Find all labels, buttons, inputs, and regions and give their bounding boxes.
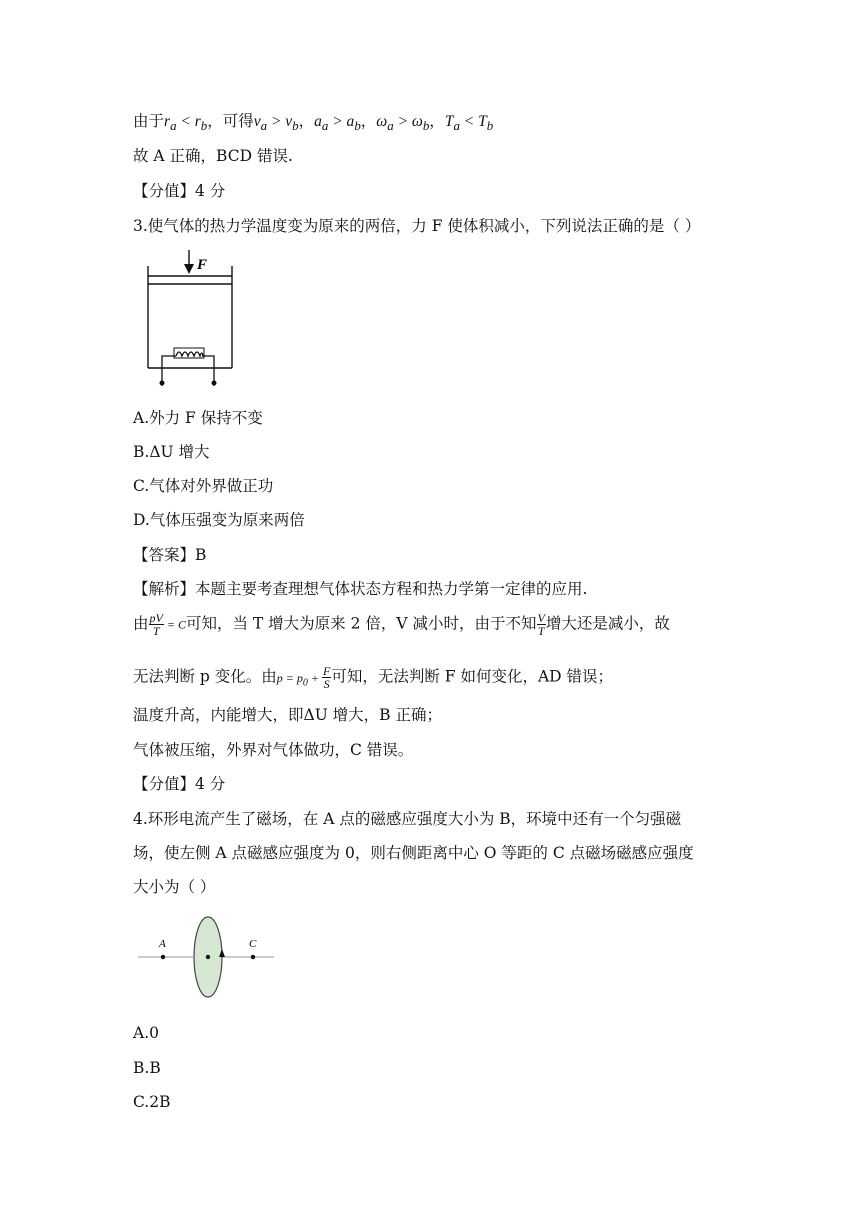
- q3-analysis-line4: 温度升高，内能增大，即ΔU 增大，B 正确；: [133, 706, 443, 724]
- q4-stem-line1: 4.环形电流产生了磁场，在 A 点的磁感应强度大小为 B，环境中还有一个匀强磁: [133, 810, 682, 828]
- q3-stem: 3.使气体的热力学温度变为原来的两倍，力 F 使体积减小，下列说法正确的是（ ）: [133, 217, 701, 235]
- q3-answer: 【答案】B: [133, 546, 207, 564]
- point-a-label: A: [159, 938, 166, 950]
- q4-option-b: B.B: [133, 1059, 161, 1077]
- q4-option-a: A.0: [133, 1024, 159, 1042]
- q2-conclusion: 故 A 正确，BCD 错误.: [133, 147, 293, 165]
- point-c-label: C: [249, 938, 257, 950]
- force-label: F: [197, 257, 208, 273]
- q3-figure-cylinder: [140, 246, 240, 386]
- q3-analysis-line5: 气体被压缩，外界对气体做功，C 错误。: [133, 741, 414, 759]
- q3-option-c: C.气体对外界做正功: [133, 477, 274, 495]
- q4-option-c: C.2B: [133, 1093, 171, 1111]
- q2-score: 【分值】4 分: [133, 182, 226, 200]
- q2-conclusion-formula: 由于$r_a < r_b$，可得$v_a > v_b$，$a_a > a_b$，$\omega_a > \omega_b$，$T_a < T_b$: [133, 112, 494, 134]
- q3-analysis-line2: 由 $\frac{pV}{T}$ = C可知，当 T 增大为原来 2 倍，V 减小时，由于不知 $\frac{V}{T}$ 增大还是减小，故: [133, 611, 670, 638]
- q3-option-d: D.气体压强变为原来两倍: [133, 511, 305, 529]
- q3-score: 【分值】4 分: [133, 775, 226, 793]
- q3-option-a: A.外力 F 保持不变: [133, 409, 263, 427]
- q3-option-b: B.ΔU 增大: [133, 443, 210, 461]
- q4-stem-line2: 场，使左侧 A 点磁感应强度为 0，则右侧距离中心 O 等距的 C 点磁场磁感应强度: [133, 844, 694, 862]
- q3-analysis-line3: 无法判断 p 变化。由$p = p_0$ + $\frac{F}{S}$ 可知，无法判断 F 如何变化，AD 错误；: [133, 664, 614, 691]
- q4-stem-line3: 大小为（ ）: [133, 878, 216, 896]
- q3-analysis-intro: 【解析】本题主要考查理想气体状态方程和热力学第一定律的应用.: [133, 580, 588, 598]
- q4-figure-ring: [138, 915, 278, 1000]
